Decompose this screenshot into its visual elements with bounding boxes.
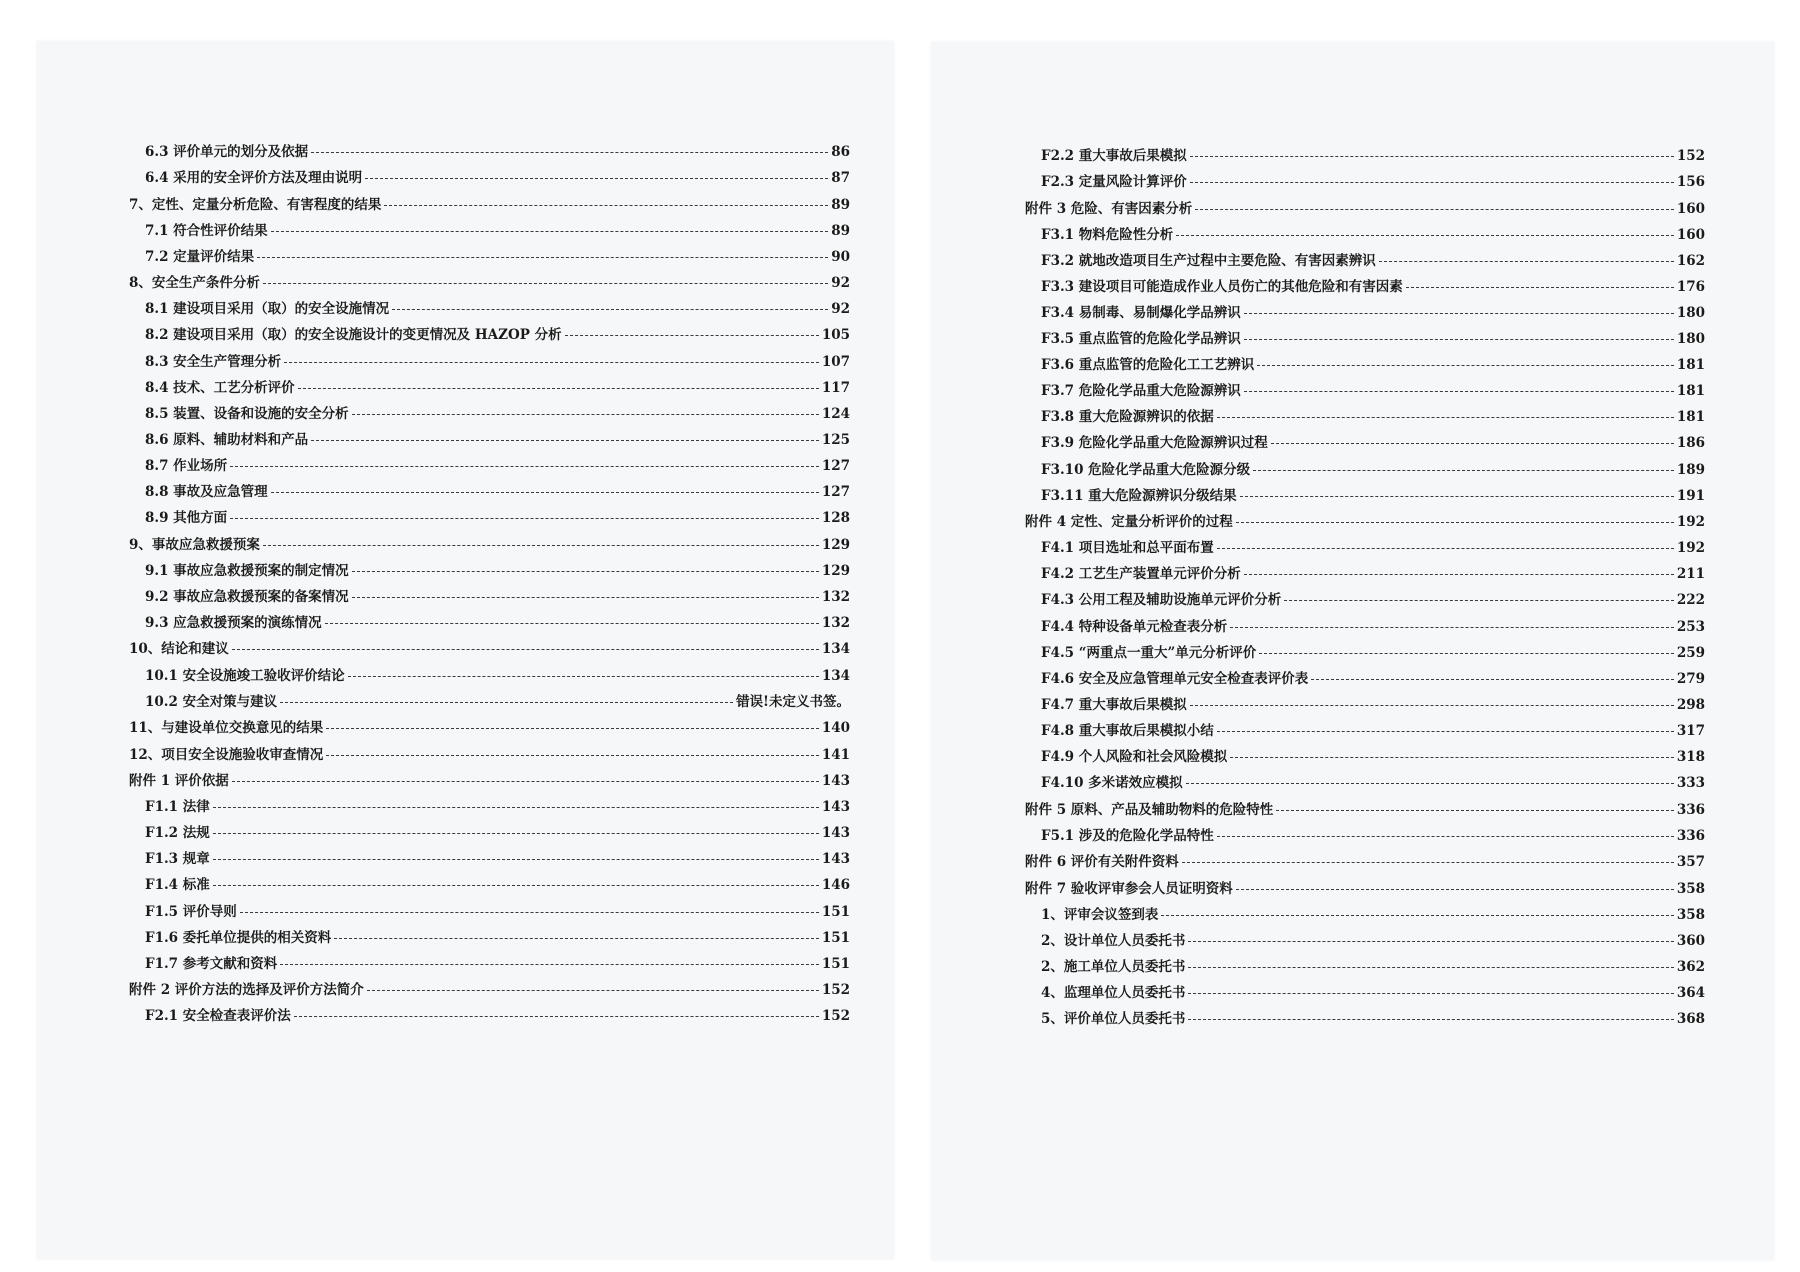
toc-page-number: 129 — [821, 536, 850, 553]
toc-dot-leader — [284, 362, 819, 363]
toc-page-number: 358 — [1676, 880, 1705, 897]
toc-page-number: 180 — [1676, 304, 1705, 321]
toc-page-number: 92 — [831, 275, 850, 292]
toc-entry-title: 9.3 应急救援预案的演练情况 — [145, 614, 322, 631]
toc-page-number: 107 — [821, 353, 850, 370]
toc-page-number: 140 — [821, 720, 850, 737]
toc-subsection-entry[interactable] — [129, 432, 850, 449]
toc-page-number: 186 — [1676, 435, 1705, 452]
toc-dot-leader — [1188, 1019, 1673, 1020]
document-page-left — [37, 41, 894, 1259]
toc-subsection-entry[interactable] — [129, 956, 850, 973]
toc-page-number: 253 — [1676, 618, 1705, 635]
toc-entry-title: F1.6 委托单位提供的相关资料 — [145, 929, 332, 946]
toc-entry-title: 7.2 定量评价结果 — [145, 248, 255, 265]
toc-dot-leader — [271, 231, 829, 232]
toc-subsection-entry[interactable] — [129, 327, 850, 344]
toc-page-number: 152 — [821, 1008, 850, 1025]
toc-entry-title: F5.1 涉及的危险化学品特性 — [1041, 827, 1214, 844]
toc-page-number: 189 — [1676, 461, 1705, 478]
toc-page-number: 128 — [821, 510, 850, 527]
toc-page-number: 143 — [821, 799, 850, 816]
toc-subsection-entry[interactable] — [1025, 488, 1705, 505]
toc-page-number: 160 — [1676, 226, 1705, 243]
toc-section-entry[interactable] — [1025, 854, 1705, 871]
toc-entry-title: F2.2 重大事故后果模拟 — [1041, 148, 1187, 164]
toc-subsection-entry[interactable] — [1025, 462, 1705, 479]
toc-entry-title: F4.1 项目选址和总平面布置 — [1041, 540, 1214, 557]
toc-dot-leader — [384, 205, 828, 206]
toc-page-number: 362 — [1676, 958, 1705, 975]
toc-entry-title: F4.4 特种设备单元检查表分析 — [1041, 618, 1228, 635]
toc-subsection-entry[interactable] — [1025, 566, 1705, 583]
toc-subsection-entry[interactable] — [129, 458, 850, 475]
toc-section-entry[interactable] — [129, 773, 850, 790]
toc-section-entry[interactable] — [129, 537, 850, 554]
toc-dot-leader — [1379, 261, 1674, 262]
toc-section-entry[interactable] — [129, 197, 850, 214]
toc-dot-leader — [352, 597, 819, 598]
toc-dot-leader — [565, 335, 819, 336]
toc-page-number: 117 — [821, 379, 850, 396]
toc-subsection-entry[interactable] — [129, 799, 850, 816]
toc-entry-title: 5、评价单位人员委托书 — [1041, 1011, 1186, 1028]
toc-page-number: 336 — [1676, 827, 1705, 844]
toc-entry-title: 8.2 建设项目采用（取）的安全设施设计的变更情况及 HAZOP 分析 — [145, 327, 562, 344]
toc-entry-title: F1.4 标准 — [145, 877, 210, 894]
toc-subsection-entry[interactable] — [129, 851, 850, 868]
toc-page-number: 错误!未定义书签。 — [736, 693, 850, 710]
toc-entry-title: 8.1 建设项目采用（取）的安全设施情况 — [145, 301, 390, 318]
toc-page-number: 180 — [1676, 331, 1705, 348]
toc-page-number: 89 — [831, 196, 850, 213]
toc-page-number: 191 — [1676, 487, 1705, 504]
toc-entry-title: 6.3 评价单元的划分及依据 — [145, 144, 309, 160]
toc-page-number: 181 — [1676, 383, 1705, 400]
toc-dot-leader — [1188, 941, 1673, 942]
toc-entry-title: 8.8 事故及应急管理 — [145, 484, 268, 501]
toc-subsection-entry[interactable] — [1025, 592, 1705, 609]
toc-dot-leader — [326, 755, 819, 756]
toc-dot-leader — [263, 545, 819, 546]
toc-dot-leader — [1182, 862, 1674, 863]
toc-entry-title: 附件 6 评价有关附件资料 — [1025, 854, 1179, 871]
toc-page-number: 318 — [1676, 748, 1705, 765]
toc-subsection-entry[interactable] — [129, 877, 850, 894]
toc-entry-title: F2.1 安全检查表评价法 — [145, 1008, 291, 1025]
toc-subsection-entry[interactable] — [129, 563, 850, 580]
toc-subsection-entry[interactable] — [1025, 907, 1705, 924]
toc-entry-title: 附件 5 原料、产品及辅助物料的危险特性 — [1025, 801, 1274, 818]
toc-subsection-entry[interactable] — [1025, 253, 1705, 270]
toc-page-number: 89 — [831, 222, 850, 239]
toc-dot-leader — [1244, 391, 1674, 392]
toc-dot-leader — [326, 728, 819, 729]
toc-page-number: 125 — [821, 431, 850, 448]
toc-entry-title: F2.3 定量风险计算评价 — [1041, 174, 1187, 191]
toc-dot-leader — [271, 492, 819, 493]
toc-entry-title: 8.6 原料、辅助材料和产品 — [145, 431, 309, 448]
toc-section-entry[interactable] — [129, 641, 850, 658]
toc-dot-leader — [280, 964, 819, 965]
toc-entry-title: 4、监理单位人员委托书 — [1041, 985, 1186, 1002]
toc-entry-title: 9.2 事故应急救援预案的备案情况 — [145, 588, 349, 605]
toc-dot-leader — [1195, 209, 1674, 210]
toc-entry-title: 12、项目安全设施验收审查情况 — [129, 746, 324, 763]
toc-dot-leader — [263, 283, 828, 284]
toc-entry-title: F4.6 安全及应急管理单元安全检查表评价表 — [1041, 670, 1309, 687]
toc-page-number: 127 — [821, 484, 850, 501]
toc-dot-leader — [1188, 993, 1673, 994]
toc-page-number: 211 — [1676, 566, 1705, 583]
toc-page-number: 132 — [821, 614, 850, 631]
toc-subsection-entry[interactable] — [129, 354, 850, 371]
toc-subsection-entry[interactable] — [1025, 1011, 1705, 1028]
toc-entry-title: 6.4 采用的安全评价方法及理由说明 — [145, 170, 363, 187]
toc-page-number: 151 — [821, 929, 850, 946]
toc-entry-title: F3.4 易制毒、易制爆化学品辨识 — [1041, 304, 1241, 321]
toc-dot-leader — [1217, 548, 1674, 549]
toc-dot-leader — [1244, 574, 1674, 575]
toc-subsection-entry[interactable] — [1025, 723, 1705, 740]
toc-subsection-entry[interactable] — [1025, 148, 1705, 165]
toc-subsection-entry[interactable] — [1025, 435, 1705, 452]
toc-entry-title: 附件 1 评价依据 — [129, 773, 229, 790]
toc-subsection-entry[interactable] — [129, 223, 850, 240]
toc-subsection-entry[interactable] — [1025, 619, 1705, 636]
toc-page-number: 333 — [1676, 775, 1705, 792]
toc-entry-title: F4.7 重大事故后果模拟 — [1041, 696, 1187, 713]
toc-page-number: 141 — [821, 746, 850, 763]
toc-entry-title: 10.1 安全设施竣工验收评价结论 — [145, 667, 345, 684]
toc-page-number: 132 — [821, 588, 850, 605]
toc-subsection-entry[interactable] — [129, 484, 850, 501]
toc-entry-title: F3.1 物料危险性分析 — [1041, 226, 1174, 243]
toc-subsection-entry[interactable] — [129, 380, 850, 397]
toc-entry-title: F4.3 公用工程及辅助设施单元评价分析 — [1041, 592, 1282, 609]
toc-page-number: 181 — [1676, 409, 1705, 426]
toc-entry-title: 11、与建设单位交换意见的结果 — [129, 720, 324, 737]
toc-subsection-entry[interactable] — [129, 615, 850, 632]
toc-dot-leader — [1236, 522, 1674, 523]
toc-page-number: 143 — [821, 825, 850, 842]
toc-page-number: 152 — [1676, 148, 1705, 164]
toc-subsection-entry[interactable] — [129, 170, 850, 187]
toc-page-number: 368 — [1676, 1011, 1705, 1028]
toc-subsection-entry[interactable] — [1025, 828, 1705, 845]
toc-entry-title: F3.8 重大危险源辨识的依据 — [1041, 409, 1214, 426]
toc-dot-leader — [1244, 313, 1674, 314]
toc-dot-leader — [1230, 627, 1674, 628]
toc-dot-leader — [1259, 653, 1674, 654]
toc-subsection-entry[interactable] — [129, 301, 850, 318]
toc-page-number: 192 — [1676, 540, 1705, 557]
toc-entry-title: F3.11 重大危险源辨识分级结果 — [1041, 487, 1237, 504]
toc-entry-title: F1.1 法律 — [145, 799, 210, 816]
toc-subsection-entry[interactable] — [1025, 383, 1705, 400]
toc-entry-title: 2、施工单位人员委托书 — [1041, 958, 1186, 975]
toc-dot-leader — [1190, 156, 1674, 157]
toc-dot-leader — [232, 781, 819, 782]
toc-entry-title: 8.5 装置、设备和设施的安全分析 — [145, 405, 349, 422]
toc-entry-title: 附件 4 定性、定量分析评价的过程 — [1025, 514, 1233, 531]
toc-subsection-entry[interactable] — [1025, 775, 1705, 792]
toc-entry-title: 7、定性、定量分析危险、有害程度的结果 — [129, 196, 382, 213]
toc-dot-leader — [1188, 967, 1673, 968]
toc-subsection-entry[interactable] — [129, 249, 850, 266]
toc-entry-title: 10、结论和建议 — [129, 641, 229, 658]
toc-entry-title: 2、设计单位人员委托书 — [1041, 932, 1186, 949]
toc-dot-leader — [1257, 365, 1674, 366]
toc-subsection-entry[interactable] — [129, 825, 850, 842]
toc-page-number: 336 — [1676, 801, 1705, 818]
toc-section-entry[interactable] — [129, 275, 850, 292]
toc-subsection-entry[interactable] — [129, 510, 850, 527]
toc-dot-leader — [1253, 470, 1674, 471]
toc-page-number: 134 — [821, 667, 850, 684]
toc-dot-leader — [1271, 443, 1674, 444]
toc-page-number: 298 — [1676, 696, 1705, 713]
toc-dot-leader — [1217, 417, 1674, 418]
toc-dot-leader — [280, 702, 733, 703]
toc-subsection-entry[interactable] — [1025, 331, 1705, 348]
toc-page-number: 143 — [821, 851, 850, 868]
toc-entry-title: F4.2 工艺生产装置单元评价分析 — [1041, 566, 1241, 583]
toc-subsection-entry[interactable] — [129, 694, 850, 711]
toc-dot-leader — [213, 833, 819, 834]
toc-dot-leader — [1236, 889, 1674, 890]
toc-dot-leader — [213, 859, 819, 860]
toc-entry-title: 附件 3 危险、有害因素分析 — [1025, 200, 1193, 217]
toc-dot-leader — [1176, 235, 1674, 236]
toc-entry-title: F3.10 危险化学品重大危险源分级 — [1041, 461, 1251, 478]
toc-dot-leader — [367, 990, 819, 991]
toc-dot-leader — [1217, 731, 1674, 732]
toc-page-number: 192 — [1676, 514, 1705, 531]
toc-dot-leader — [1284, 600, 1674, 601]
toc-subsection-entry[interactable] — [1025, 697, 1705, 714]
toc-page-number: 87 — [831, 170, 850, 187]
toc-dot-leader — [213, 885, 819, 886]
toc-page-number: 222 — [1676, 592, 1705, 609]
toc-dot-leader — [365, 178, 828, 179]
toc-entry-title: F3.3 建设项目可能造成作业人员伤亡的其他危险和有害因素 — [1041, 278, 1403, 295]
toc-subsection-entry[interactable] — [1025, 409, 1705, 426]
toc-entry-title: F1.2 法规 — [145, 825, 210, 842]
toc-page-number: 127 — [821, 457, 850, 474]
toc-page-number: 151 — [821, 955, 850, 972]
toc-dot-leader — [352, 414, 819, 415]
toc-entry-title: 8.7 作业场所 — [145, 457, 228, 474]
toc-entry-title: F3.5 重点监管的危险化学品辨识 — [1041, 331, 1241, 348]
table-of-contents-right — [1025, 148, 1705, 1028]
toc-page-number: 152 — [821, 982, 850, 999]
toc-subsection-entry[interactable] — [1025, 357, 1705, 374]
toc-entry-title: 附件 2 评价方法的选择及评价方法简介 — [129, 982, 364, 999]
toc-entry-title: 附件 7 验收评审参会人员证明资料 — [1025, 880, 1233, 897]
toc-page-number: 176 — [1676, 278, 1705, 295]
toc-entry-title: F1.3 规章 — [145, 851, 210, 868]
toc-page-number: 129 — [821, 562, 850, 579]
toc-entry-title: 10.2 安全对策与建议 — [145, 693, 278, 710]
toc-page-number: 181 — [1676, 357, 1705, 374]
toc-section-entry[interactable] — [1025, 201, 1705, 218]
toc-subsection-entry[interactable] — [129, 1008, 850, 1025]
toc-subsection-entry[interactable] — [1025, 305, 1705, 322]
toc-subsection-entry[interactable] — [1025, 749, 1705, 766]
toc-page-number: 134 — [821, 641, 850, 658]
toc-entry-title: 9、事故应急救援预案 — [129, 536, 260, 553]
table-of-contents-left — [129, 144, 850, 1025]
toc-page-number: 259 — [1676, 644, 1705, 661]
toc-entry-title: F4.10 多米诺效应模拟 — [1041, 775, 1183, 792]
toc-subsection-entry[interactable] — [1025, 985, 1705, 1002]
toc-entry-title: F3.2 就地改造项目生产过程中主要危险、有害因素辨识 — [1041, 252, 1376, 269]
toc-section-entry[interactable] — [1025, 514, 1705, 531]
toc-page-number: 92 — [831, 301, 850, 318]
toc-dot-leader — [1240, 496, 1674, 497]
document-page-right — [931, 42, 1774, 1260]
toc-dot-leader — [230, 466, 819, 467]
toc-dot-leader — [213, 807, 819, 808]
toc-entry-title: F1.7 参考文献和资料 — [145, 955, 278, 972]
toc-dot-leader — [311, 440, 819, 441]
toc-dot-leader — [325, 623, 819, 624]
toc-entry-title: 1、评审会议签到表 — [1041, 906, 1159, 923]
toc-subsection-entry[interactable] — [1025, 540, 1705, 557]
toc-dot-leader — [392, 309, 828, 310]
toc-dot-leader — [1161, 915, 1673, 916]
toc-dot-leader — [294, 1016, 819, 1017]
toc-section-entry[interactable] — [129, 982, 850, 999]
toc-page-number: 160 — [1676, 200, 1705, 217]
toc-section-entry[interactable] — [129, 747, 850, 764]
toc-dot-leader — [1186, 783, 1674, 784]
toc-entry-title: F1.5 评价导则 — [145, 903, 237, 920]
toc-entry-title: 9.1 事故应急救援预案的制定情况 — [145, 562, 349, 579]
toc-subsection-entry[interactable] — [129, 904, 850, 921]
toc-entry-title: F3.7 危险化学品重大危险源辨识 — [1041, 383, 1241, 400]
toc-entry-title: 7.1 符合性评价结果 — [145, 222, 268, 239]
toc-dot-leader — [1406, 287, 1674, 288]
toc-page-number: 146 — [821, 877, 850, 894]
toc-page-number: 317 — [1676, 722, 1705, 739]
toc-subsection-entry[interactable] — [129, 589, 850, 606]
toc-page-number: 360 — [1676, 932, 1705, 949]
toc-dot-leader — [1190, 182, 1674, 183]
toc-subsection-entry[interactable] — [1025, 174, 1705, 191]
toc-dot-leader — [257, 257, 828, 258]
toc-entry-title: F3.9 危险化学品重大危险源辨识过程 — [1041, 435, 1268, 452]
toc-page-number: 105 — [821, 327, 850, 344]
toc-page-number: 151 — [821, 903, 850, 920]
toc-dot-leader — [1276, 810, 1674, 811]
toc-page-number: 162 — [1676, 252, 1705, 269]
toc-page-number: 124 — [821, 405, 850, 422]
toc-dot-leader — [298, 388, 819, 389]
toc-page-number: 358 — [1676, 906, 1705, 923]
toc-dot-leader — [311, 152, 828, 153]
toc-entry-title: 8.3 安全生产管理分析 — [145, 353, 282, 370]
toc-page-number: 156 — [1676, 174, 1705, 191]
toc-subsection-entry[interactable] — [1025, 227, 1705, 244]
toc-subsection-entry[interactable] — [129, 406, 850, 423]
toc-subsection-entry[interactable] — [1025, 279, 1705, 296]
toc-subsection-entry[interactable] — [1025, 959, 1705, 976]
toc-page-number: 90 — [831, 248, 850, 265]
toc-dot-leader — [1230, 757, 1674, 758]
toc-page-number: 364 — [1676, 985, 1705, 1002]
toc-page-number: 86 — [831, 144, 850, 160]
toc-dot-leader — [1217, 836, 1674, 837]
toc-dot-leader — [1244, 339, 1674, 340]
toc-dot-leader — [240, 912, 819, 913]
toc-subsection-entry[interactable] — [129, 144, 850, 161]
toc-entry-title: F4.9 个人风险和社会风险模拟 — [1041, 748, 1228, 765]
toc-entry-title: F3.6 重点监管的危险化工工艺辨识 — [1041, 357, 1255, 374]
toc-dot-leader — [352, 571, 819, 572]
toc-page-number: 357 — [1676, 854, 1705, 871]
toc-page-number: 279 — [1676, 670, 1705, 687]
toc-subsection-entry[interactable] — [129, 930, 850, 947]
toc-dot-leader — [230, 518, 819, 519]
toc-dot-leader — [1190, 705, 1674, 706]
toc-entry-title: 8.4 技术、工艺分析评价 — [145, 379, 295, 396]
toc-subsection-entry[interactable] — [1025, 645, 1705, 662]
toc-subsection-entry[interactable] — [129, 668, 850, 685]
toc-entry-title: F4.5 “两重点一重大”单元分析评价 — [1041, 644, 1257, 661]
toc-subsection-entry[interactable] — [1025, 671, 1705, 688]
toc-subsection-entry[interactable] — [1025, 933, 1705, 950]
toc-dot-leader — [232, 649, 819, 650]
toc-entry-title: 8.9 其他方面 — [145, 510, 228, 527]
toc-section-entry[interactable] — [129, 720, 850, 737]
toc-entry-title: F4.8 重大事故后果模拟小结 — [1041, 722, 1214, 739]
toc-dot-leader — [1311, 679, 1674, 680]
toc-page-number: 143 — [821, 773, 850, 790]
toc-entry-title: 8、安全生产条件分析 — [129, 275, 260, 292]
toc-section-entry[interactable] — [1025, 881, 1705, 898]
toc-section-entry[interactable] — [1025, 802, 1705, 819]
toc-dot-leader — [334, 938, 819, 939]
toc-dot-leader — [348, 676, 819, 677]
